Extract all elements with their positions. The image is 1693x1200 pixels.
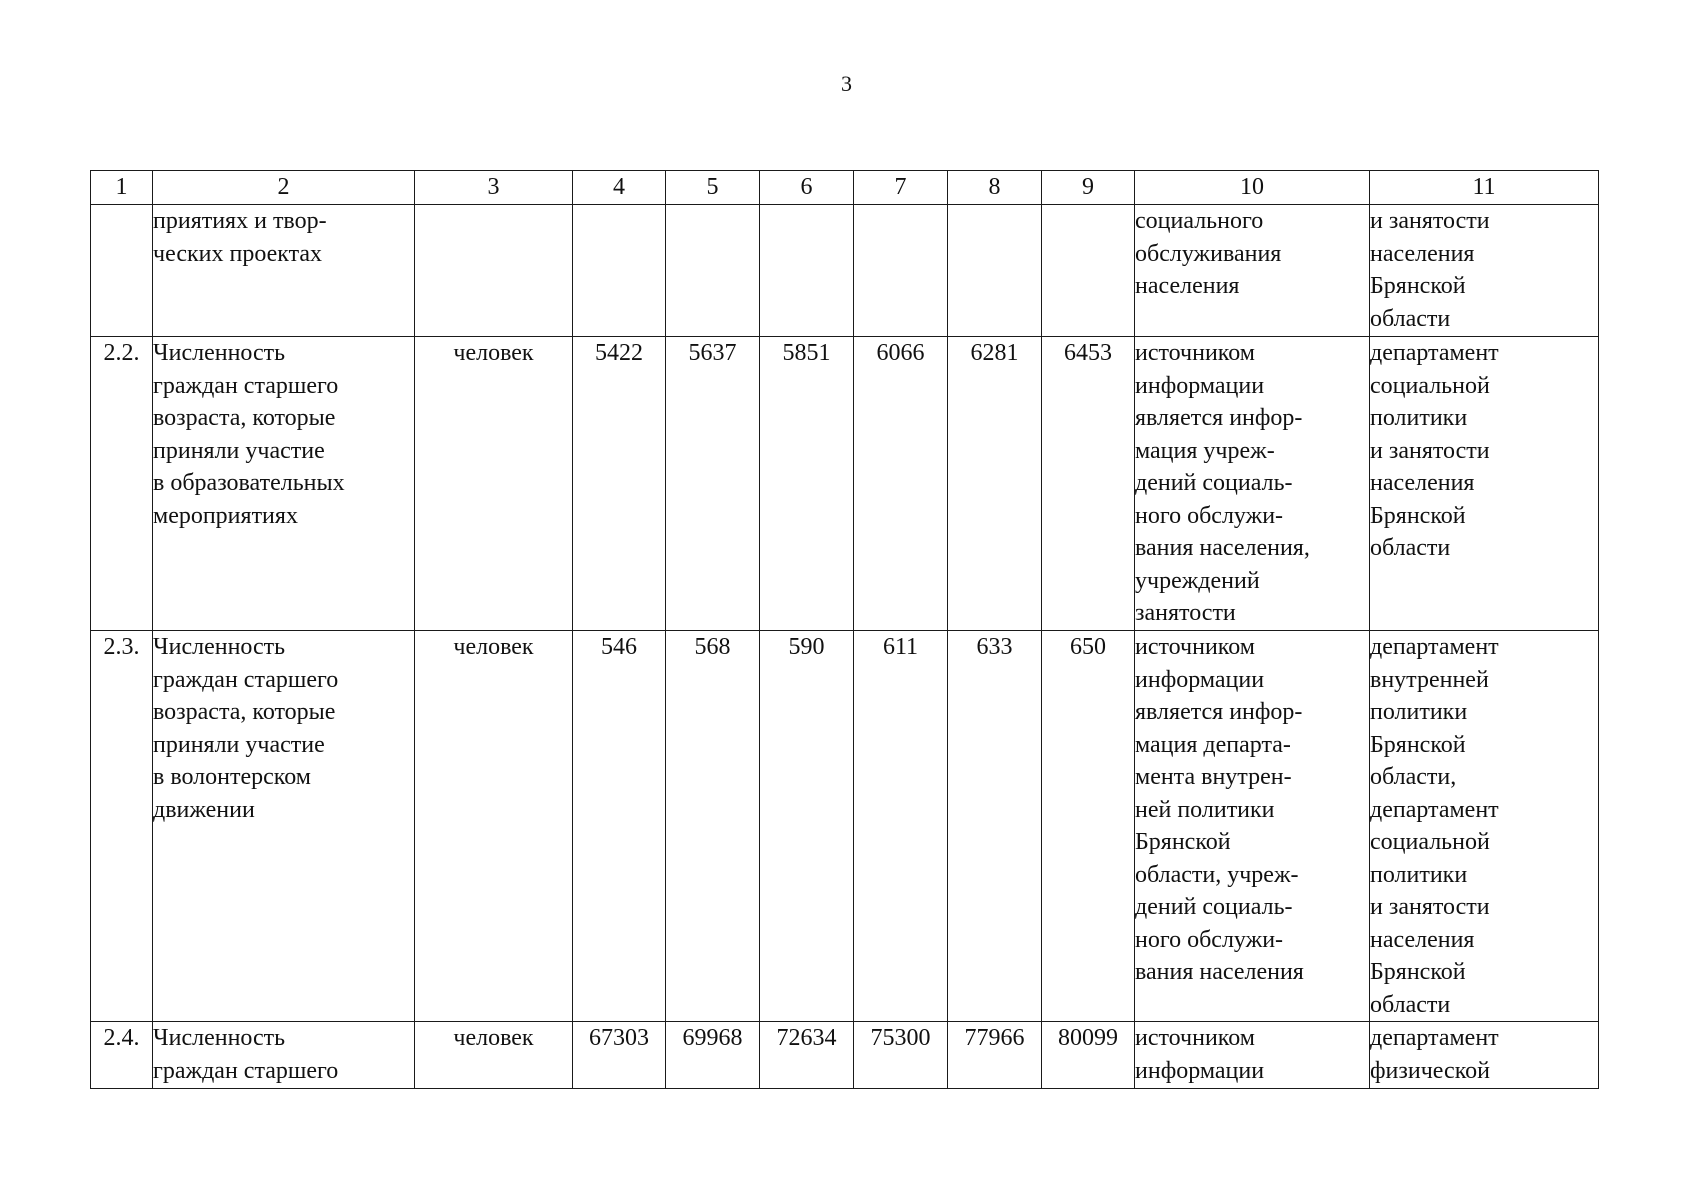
column-header: 2 — [153, 171, 415, 205]
unit-cell: человек — [415, 1022, 573, 1089]
unit-cell — [415, 205, 573, 337]
page-number: 3 — [841, 71, 852, 96]
source-line: источником — [1135, 340, 1255, 366]
column-header: 3 — [415, 171, 573, 205]
responsible-line: Брянской — [1370, 959, 1466, 985]
name-line: возраста, которые — [153, 405, 336, 431]
responsible-line: департамент — [1370, 796, 1499, 823]
value-cell: 72634 — [760, 1022, 854, 1089]
responsible-line: внутренней — [1370, 666, 1489, 693]
value-cell: 5422 — [573, 337, 666, 631]
responsible-line: области — [1370, 305, 1451, 332]
source-line: источником — [1135, 1025, 1255, 1051]
column-header: 9 — [1042, 171, 1135, 205]
name-line: Численность — [153, 1025, 286, 1051]
source-line: мация учреж- — [1135, 437, 1275, 464]
row-number-cell — [91, 205, 153, 337]
responsible-line: Брянской — [1370, 731, 1466, 758]
value-cell: 611 — [854, 631, 948, 1022]
source-line: дений социаль- — [1135, 470, 1293, 496]
column-header: 11 — [1370, 171, 1599, 205]
column-header: 6 — [760, 171, 854, 205]
column-header: 8 — [948, 171, 1042, 205]
responsible-line: социальной — [1370, 829, 1490, 855]
responsible-line: населения — [1370, 240, 1475, 267]
source-cell — [1135, 205, 1370, 337]
indicator-name-cell — [153, 631, 415, 1022]
responsible-line: физической — [1370, 1057, 1490, 1084]
source-line: ного обслужи- — [1135, 502, 1284, 529]
responsible-line: Брянской — [1370, 273, 1466, 299]
responsible-cell — [1370, 205, 1599, 337]
name-line: Численность — [153, 634, 286, 660]
responsible-cell — [1370, 1022, 1599, 1089]
indicator-name-cell — [153, 205, 415, 337]
value-cell: 568 — [666, 631, 760, 1022]
responsible-line: области — [1370, 991, 1451, 1018]
value-cell — [948, 205, 1042, 337]
table-row — [91, 631, 1599, 1022]
value-cell: 633 — [948, 631, 1042, 1022]
source-line: является инфор- — [1135, 405, 1303, 431]
responsible-line: населения — [1370, 470, 1475, 496]
value-cell: 6453 — [1042, 337, 1135, 631]
value-cell: 546 — [573, 631, 666, 1022]
row-number-cell: 2.3. — [91, 631, 153, 1022]
source-cell — [1135, 1022, 1370, 1089]
responsible-cell — [1370, 631, 1599, 1022]
source-line: информации — [1135, 1057, 1265, 1084]
row-number-cell: 2.2. — [91, 337, 153, 631]
responsible-line: области, — [1370, 764, 1457, 790]
source-line: ного обслужи- — [1135, 926, 1284, 953]
name-line: в образовательных — [153, 470, 345, 496]
source-line: учреждений — [1135, 567, 1260, 594]
name-line: в волонтерском — [153, 764, 311, 790]
value-cell: 80099 — [1042, 1022, 1135, 1089]
name-line: приняли участие — [153, 731, 325, 758]
column-header: 10 — [1135, 171, 1370, 205]
source-cell — [1135, 631, 1370, 1022]
name-line: мероприятиях — [153, 502, 298, 529]
source-line: информации — [1135, 372, 1265, 399]
name-line: возраста, которые — [153, 699, 336, 725]
value-cell — [666, 205, 760, 337]
responsible-line: населения — [1370, 926, 1475, 953]
value-cell — [854, 205, 948, 337]
source-line: дений социаль- — [1135, 894, 1293, 920]
name-line: граждан старшего — [153, 372, 339, 399]
responsible-line: политики — [1370, 699, 1468, 725]
responsible-cell — [1370, 337, 1599, 631]
responsible-line: и занятости — [1370, 208, 1490, 234]
name-line: приняли участие — [153, 437, 325, 464]
source-line: населения — [1135, 273, 1240, 299]
source-line: социального — [1135, 208, 1264, 234]
source-line: мация департа- — [1135, 731, 1291, 758]
source-line: является инфор- — [1135, 699, 1303, 725]
responsible-line: Брянской — [1370, 502, 1466, 529]
indicator-table — [90, 170, 1599, 1089]
responsible-line: департамент — [1370, 634, 1499, 660]
name-line: Численность — [153, 340, 286, 366]
name-line: граждан старшего — [153, 666, 339, 693]
value-cell: 67303 — [573, 1022, 666, 1089]
value-cell — [760, 205, 854, 337]
responsible-line: департамент — [1370, 1025, 1499, 1051]
responsible-line: и занятости — [1370, 894, 1490, 920]
responsible-line: департамент — [1370, 340, 1499, 366]
responsible-line: области — [1370, 535, 1451, 561]
source-cell — [1135, 337, 1370, 631]
value-cell: 6066 — [854, 337, 948, 631]
value-cell: 69968 — [666, 1022, 760, 1089]
name-line: граждан старшего — [153, 1057, 339, 1084]
source-line: вания населения, — [1135, 535, 1310, 561]
column-header: 4 — [573, 171, 666, 205]
unit-cell: человек — [415, 631, 573, 1022]
source-line: области, учреж- — [1135, 861, 1299, 888]
column-header: 5 — [666, 171, 760, 205]
indicator-name-cell — [153, 1022, 415, 1089]
source-line: обслуживания — [1135, 240, 1282, 267]
source-line: источником — [1135, 634, 1255, 660]
value-cell: 650 — [1042, 631, 1135, 1022]
responsible-line: политики — [1370, 405, 1468, 431]
table-row — [91, 205, 1599, 337]
source-line: информации — [1135, 666, 1265, 693]
name-line: приятиях и твор- — [153, 208, 327, 234]
column-header: 1 — [91, 171, 153, 205]
column-header: 7 — [854, 171, 948, 205]
table-row — [91, 337, 1599, 631]
value-cell: 590 — [760, 631, 854, 1022]
value-cell: 75300 — [854, 1022, 948, 1089]
source-line: вания населения — [1135, 959, 1304, 985]
responsible-line: и занятости — [1370, 437, 1490, 464]
value-cell — [573, 205, 666, 337]
column-number-header-row — [91, 171, 1599, 205]
name-line: движении — [153, 796, 255, 823]
source-line: занятости — [1135, 600, 1236, 626]
value-cell: 77966 — [948, 1022, 1042, 1089]
value-cell: 5851 — [760, 337, 854, 631]
value-cell: 5637 — [666, 337, 760, 631]
value-cell: 6281 — [948, 337, 1042, 631]
value-cell — [1042, 205, 1135, 337]
source-line: ней политики — [1135, 796, 1275, 823]
unit-cell: человек — [415, 337, 573, 631]
source-line: мента внутрен- — [1135, 764, 1292, 790]
name-line: ческих проектах — [153, 240, 323, 267]
row-number-cell: 2.4. — [91, 1022, 153, 1089]
table-row — [91, 1022, 1599, 1089]
indicator-name-cell — [153, 337, 415, 631]
source-line: Брянской — [1135, 829, 1231, 855]
responsible-line: социальной — [1370, 372, 1490, 399]
responsible-line: политики — [1370, 861, 1468, 888]
